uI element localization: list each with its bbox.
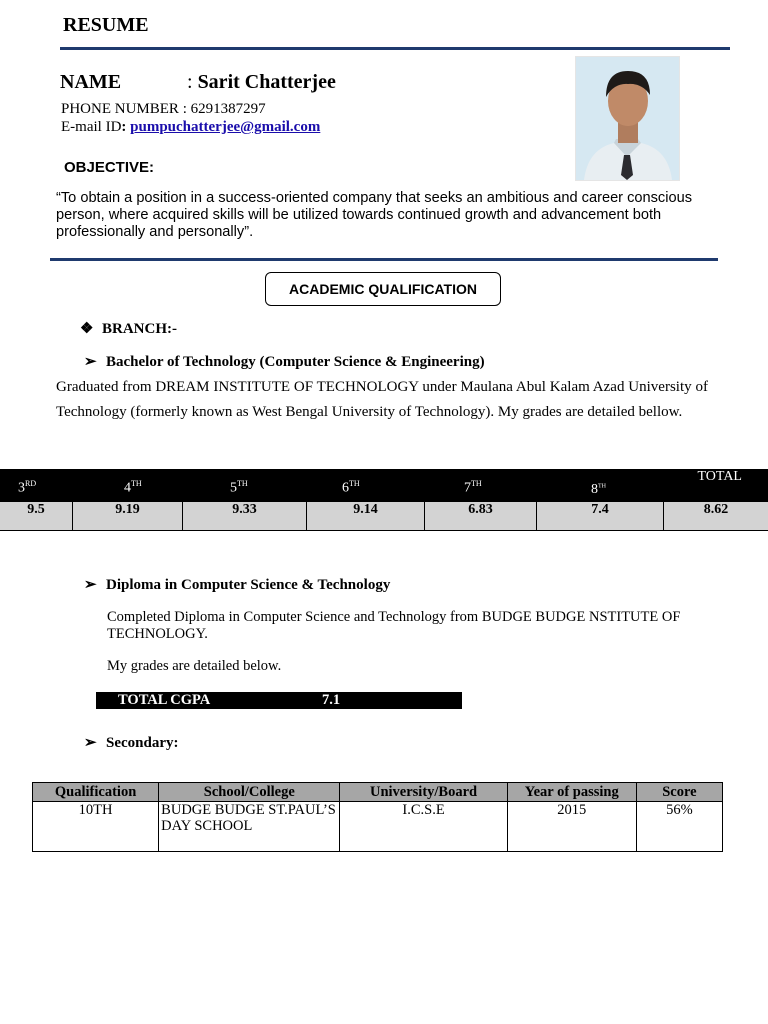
grade-cell: 6.83 <box>425 502 537 531</box>
table-cell: 2015 <box>507 802 636 852</box>
objective-title: OBJECTIVE: <box>64 159 155 176</box>
grade-cell: 9.19 <box>73 502 183 531</box>
branch-heading <box>80 319 177 338</box>
arrow-bullet-icon: ➢ <box>84 354 97 370</box>
secondary-label: Secondary: <box>106 735 179 751</box>
academic-qualification-heading: ACADEMIC QUALIFICATION <box>265 272 501 306</box>
top-rule <box>60 47 730 50</box>
phone-value: 6291387297 <box>190 101 266 117</box>
branch-label: BRANCH:- <box>102 321 177 337</box>
phone-line: PHONE NUMBER : 6291387297 <box>61 101 266 117</box>
name-label: NAME <box>60 71 122 93</box>
table-cell: I.C.S.E <box>340 802 507 852</box>
phone-label: PHONE NUMBER <box>61 101 179 117</box>
email-link[interactable]: pumpuchatterjee@gmail.com <box>130 119 321 135</box>
semester-header-8: 8TH <box>591 482 606 497</box>
secondary-table <box>32 782 723 852</box>
semester-header-4: 4TH <box>124 479 142 496</box>
semester-header-6: 6TH <box>342 479 360 496</box>
diploma-label: Diploma in Computer Science & Technology <box>106 577 391 593</box>
semester-header-7: 7TH <box>464 479 482 496</box>
email-label: E-mail ID <box>61 119 122 135</box>
arrow-bullet-icon: ➢ <box>84 735 97 751</box>
grade-cell: 9.14 <box>307 502 425 531</box>
semester-header-5: 5TH <box>230 479 248 496</box>
resume-title: RESUME <box>63 14 149 36</box>
cgpa-label: TOTAL CGPA <box>118 692 211 708</box>
cgpa-bar <box>96 692 462 709</box>
diploma-heading <box>84 575 390 594</box>
profile-photo <box>575 56 680 181</box>
column-header: Score <box>636 783 722 802</box>
diamond-bullet-icon: ❖ <box>80 321 94 337</box>
table-cell: 10TH <box>33 802 159 852</box>
diploma-grades-note: My grades are detailed below. <box>107 658 282 674</box>
column-header: Qualification <box>33 783 159 802</box>
grade-cell: 9.5 <box>0 502 73 531</box>
btech-description: Graduated from DREAM INSTITUTE OF TECHNOLOGY under Maulana Abul Kalam Azad University of Technology (formerly known as West Bengal University of Technology). My grades are detailed bellow. <box>56 379 708 420</box>
table-header-row <box>33 783 723 802</box>
semester-total-header: TOTAL <box>697 469 742 484</box>
candidate-name: Sarit Chatterjee <box>197 71 336 93</box>
semester-grade-row <box>0 502 768 530</box>
section-rule <box>50 258 718 261</box>
table-cell: 56% <box>636 802 722 852</box>
btech-label: Bachelor of Technology (Computer Science & Engineering) <box>106 354 485 370</box>
column-header: Year of passing <box>507 783 636 802</box>
name-line <box>187 71 336 94</box>
grade-cell: 9.33 <box>183 502 307 531</box>
semester-header-3: 3RD <box>18 479 37 496</box>
name-separator: : <box>187 71 198 93</box>
email-line: E-mail ID: pumpuchatterjee@gmail.com <box>61 119 321 135</box>
secondary-heading <box>84 733 179 752</box>
column-header: University/Board <box>340 783 507 802</box>
grade-cell: 7.4 <box>537 502 664 531</box>
column-header: School/College <box>159 783 340 802</box>
total-grade-cell: 8.62 <box>664 502 768 531</box>
diploma-description: Completed Diploma in Computer Science and Technology from BUDGE BUDGE NSTITUTE OF TECHNOLOGY. <box>107 609 681 642</box>
objective-text: “To obtain a position in a success-oriented company that seeks an ambitious and career conscious person, where acquired skills will be utilized towards continued growth and advancement both professionally and personally”. <box>56 190 692 240</box>
table-cell: BUDGE BUDGE ST.PAUL’S DAY SCHOOL <box>159 802 340 852</box>
semester-header-row <box>0 469 768 502</box>
btech-heading <box>84 352 485 371</box>
table-row <box>33 802 723 852</box>
cgpa-value: 7.1 <box>322 692 341 708</box>
arrow-bullet-icon: ➢ <box>84 577 97 593</box>
